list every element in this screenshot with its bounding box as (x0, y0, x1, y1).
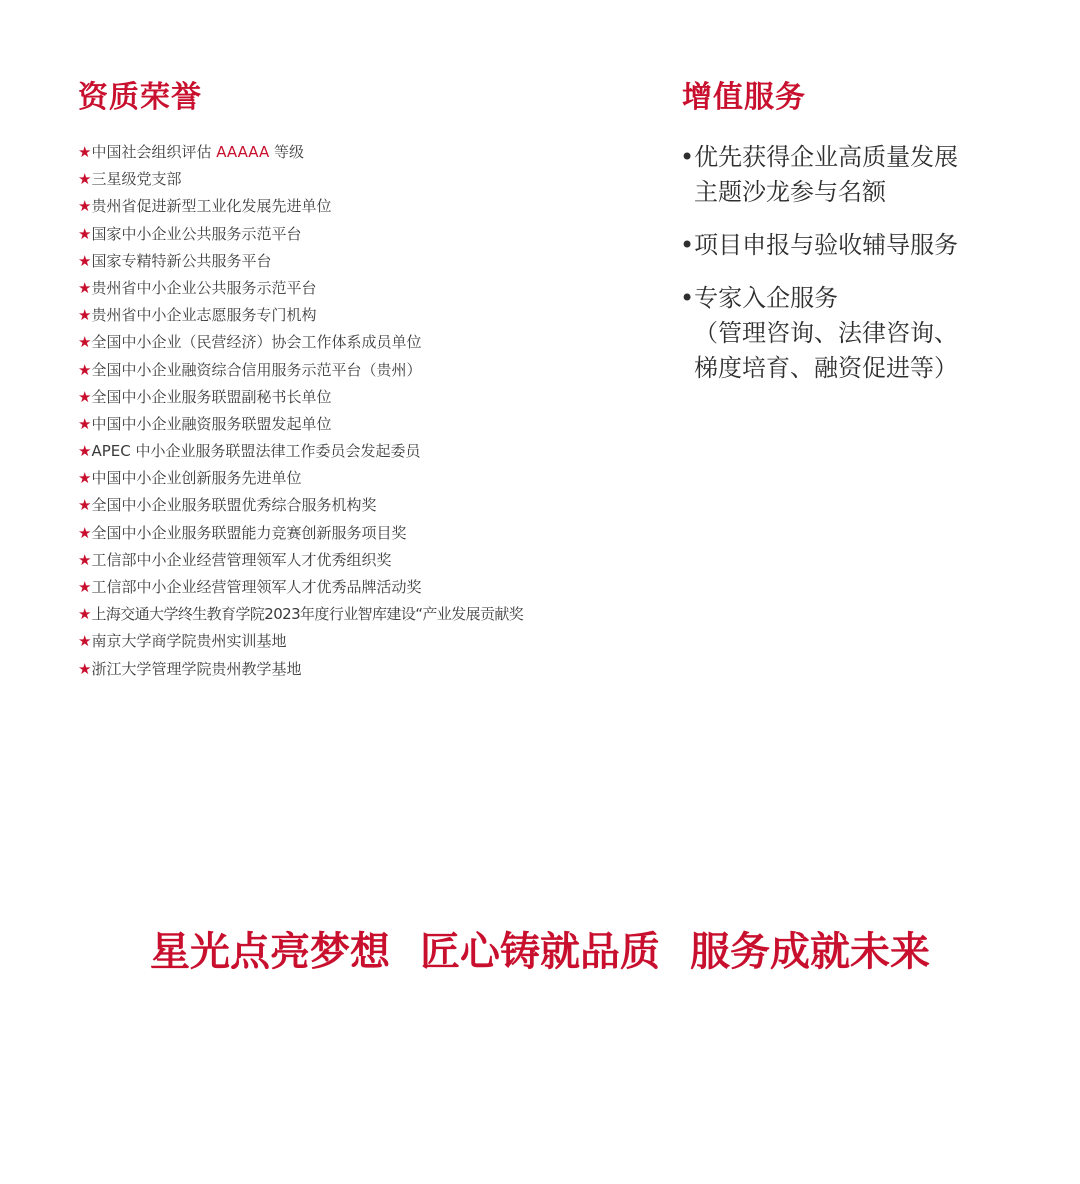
star-icon: ★ (78, 197, 92, 216)
honor-text-suffix: 等级 (269, 143, 304, 161)
star-icon: ★ (78, 550, 92, 569)
star-icon: ★ (78, 578, 92, 596)
star-icon: ★ (78, 224, 92, 243)
service-line (680, 281, 1070, 316)
honor-item (78, 357, 638, 384)
service-line (680, 228, 1070, 263)
honor-text: 国家专精特新公共服务平台 (91, 251, 272, 270)
star-icon: ★ (78, 278, 92, 297)
honor-item (78, 438, 638, 465)
honor-item (78, 302, 638, 329)
bullet-icon: • (680, 231, 695, 259)
honor-item (78, 601, 638, 628)
star-icon: ★ (78, 360, 92, 379)
service-text: 优先获得企业高质量发展 (694, 143, 959, 171)
honor-item (78, 275, 638, 302)
honor-text: 全国中小企业服务联盟副秘书长单位 (91, 387, 332, 406)
service-text: 专家入企服务 (694, 284, 839, 312)
service-item (680, 228, 1070, 263)
honor-text: 工信部中小企业经营管理领军人才优秀品牌活动奖 (91, 578, 422, 596)
honor-text: APEC 中小企业服务联盟法律工作委员会发起委员 (91, 442, 421, 461)
honor-text: 三星级党支部 (91, 170, 182, 189)
slogan-part: 星光点亮梦想 (150, 929, 390, 975)
slogan (0, 922, 1080, 982)
star-icon: ★ (78, 251, 92, 270)
star-icon: ★ (78, 659, 92, 678)
honor-item (78, 465, 638, 492)
honor-text: 全国中小企业（民营经济）协会工作体系成员单位 (91, 333, 422, 352)
slogan-part: 服务成就未来 (690, 929, 930, 975)
service-line: （管理咨询、法律咨询、 (694, 319, 958, 347)
bullet-icon: • (680, 284, 695, 312)
honor-text: 贵州省中小企业公共服务示范平台 (91, 278, 317, 297)
star-icon: ★ (78, 143, 92, 161)
honor-item (78, 248, 638, 275)
honor-item (78, 411, 638, 438)
honor-item (78, 166, 638, 193)
honor-item (78, 221, 638, 248)
star-icon: ★ (78, 605, 92, 624)
star-icon: ★ (78, 387, 92, 406)
honor-item (78, 628, 638, 655)
honor-item (78, 656, 638, 683)
star-icon: ★ (78, 414, 92, 433)
service-line (680, 140, 1070, 175)
honor-item (78, 139, 638, 166)
honor-item (78, 547, 638, 574)
service-line: 梯度培育、融资促进等） (694, 354, 958, 382)
honor-item (78, 574, 638, 601)
star-icon: ★ (78, 496, 92, 515)
honor-grade-highlight: AAAAA (216, 143, 270, 161)
honor-text: 中国中小企业创新服务先进单位 (91, 469, 302, 488)
honor-item (78, 329, 638, 356)
honors-title: 资质荣誉 (78, 80, 202, 115)
honor-item (78, 384, 638, 411)
service-text: 项目申报与验收辅导服务 (694, 231, 959, 259)
honor-text: 国家中小企业公共服务示范平台 (91, 224, 302, 243)
star-icon: ★ (78, 442, 92, 461)
services-list (680, 140, 1070, 404)
honor-text: 全国中小企业服务联盟优秀综合服务机构奖 (91, 496, 377, 515)
star-icon: ★ (78, 632, 92, 651)
honor-text: 上海交通大学终生教育学院2023年度行业智库建设“产业发展贡献奖 (91, 605, 524, 624)
service-line: 主题沙龙参与名额 (694, 178, 886, 206)
star-icon: ★ (78, 333, 92, 352)
honors-list (78, 139, 638, 683)
star-icon: ★ (78, 170, 92, 189)
service-item (680, 281, 1070, 386)
bullet-icon: • (680, 143, 695, 171)
honor-text: 全国中小企业服务联盟能力竞赛创新服务项目奖 (91, 523, 407, 542)
honor-text: 中国中小企业融资服务联盟发起单位 (91, 414, 332, 433)
honor-text: 浙江大学管理学院贵州教学基地 (91, 659, 302, 678)
star-icon: ★ (78, 523, 92, 542)
honor-item (78, 492, 638, 519)
honor-item (78, 193, 638, 220)
honor-text: 贵州省中小企业志愿服务专门机构 (91, 306, 317, 325)
honor-item (78, 520, 638, 547)
slogan-part: 匠心铸就品质 (420, 929, 660, 975)
honor-text: 中国社会组织评估 (91, 143, 217, 161)
honor-text: 全国中小企业融资综合信用服务示范平台（贵州） (91, 360, 422, 379)
star-icon: ★ (78, 306, 92, 325)
honor-text: 工信部中小企业经营管理领军人才优秀组织奖 (91, 550, 392, 569)
services-title: 增值服务 (682, 80, 806, 115)
honor-text: 南京大学商学院贵州实训基地 (91, 632, 287, 651)
service-item (680, 140, 1070, 210)
star-icon: ★ (78, 469, 92, 488)
honor-text: 贵州省促进新型工业化发展先进单位 (91, 197, 332, 216)
